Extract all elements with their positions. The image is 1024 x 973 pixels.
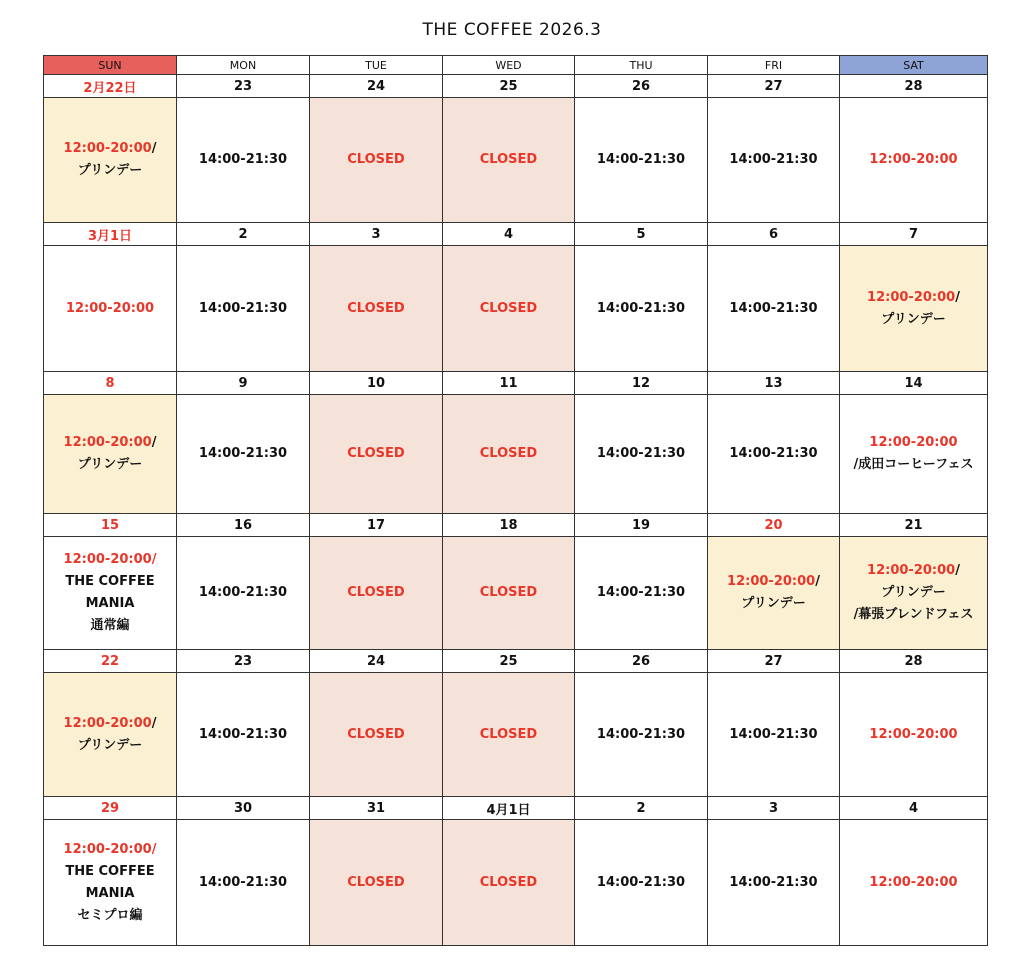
date-cell: 2: [177, 223, 310, 246]
date-cell: 10: [310, 372, 443, 395]
event-note: プリンデー: [77, 457, 143, 472]
closed-day-cell: [310, 820, 443, 946]
hours-line: [708, 571, 839, 593]
hours-line: [575, 149, 707, 171]
hours-text: 12:00-20:00: [869, 435, 958, 450]
weekday-header-row: [44, 56, 988, 75]
hours-text: 14:00-21:30: [596, 446, 686, 461]
hours-cell: [840, 673, 988, 797]
hours-cell: [177, 820, 310, 946]
hours-row: [44, 246, 988, 372]
date-cell: 4月1日: [443, 797, 575, 820]
date-row: [44, 75, 988, 98]
hours-cell: [708, 537, 840, 650]
hours-cell: [575, 673, 708, 797]
hours-line: [310, 724, 442, 746]
date-cell: 28: [840, 75, 988, 98]
hours-line: [840, 724, 987, 746]
date-cell: 3: [310, 223, 443, 246]
separator: /: [151, 715, 157, 731]
date-cell: 30: [177, 797, 310, 820]
closed-label: CLOSED: [479, 726, 538, 742]
hours-cell: [44, 246, 177, 372]
hours-text: 14:00-21:30: [198, 874, 288, 890]
hours-text: 14:00-21:30: [198, 585, 288, 600]
hours-cell: [575, 537, 708, 650]
closed-label: CLOSED: [347, 300, 405, 316]
calendar-title: THE COFFEE 2026.3: [422, 20, 602, 40]
hours-text: 14:00-21:30: [729, 152, 818, 167]
event-note: /成田コーヒーフェス: [853, 457, 974, 472]
date-cell: 27: [708, 650, 840, 673]
hours-row: [44, 820, 988, 946]
hours-cell: [177, 673, 310, 797]
hours-line: [44, 549, 176, 571]
date-cell: 4: [840, 797, 988, 820]
hours-line: [443, 724, 574, 746]
hours-line: [708, 872, 839, 894]
date-cell: 25: [443, 650, 575, 673]
separator: /: [955, 289, 960, 305]
date-cell: 9: [177, 372, 310, 395]
hours-text: 14:00-21:30: [729, 726, 818, 742]
hours-cell: [840, 98, 988, 223]
date-cell: 8: [44, 372, 177, 395]
date-cell: 3月1日: [44, 223, 177, 246]
separator: /: [815, 574, 820, 589]
hours-line: [44, 138, 176, 160]
hours-text: 12:00-20:00: [869, 874, 958, 890]
date-cell: 22: [44, 650, 177, 673]
closed-day-cell: [310, 98, 443, 223]
hours-text: 12:00-20:00: [63, 435, 152, 450]
hours-line: [310, 443, 442, 465]
hours-line: [44, 839, 176, 861]
date-cell: 12: [575, 372, 708, 395]
business-calendar: [43, 55, 988, 946]
event-note: プリンデー: [881, 311, 946, 327]
hours-line: [708, 298, 839, 320]
event-note: プリンデー: [77, 737, 143, 753]
date-row: [44, 514, 988, 537]
hours-line: [443, 443, 574, 465]
date-cell: 23: [177, 75, 310, 98]
hours-line: [840, 432, 987, 454]
date-cell: 24: [310, 650, 443, 673]
hours-line: [44, 298, 176, 320]
hours-text: 12:00-20:00: [63, 715, 152, 731]
date-cell: 28: [840, 650, 988, 673]
weekday-wed: WED: [443, 56, 575, 75]
weekday-mon: MON: [177, 56, 310, 75]
event-note: THE COFFEE: [65, 863, 155, 879]
date-cell: 27: [708, 75, 840, 98]
hours-text: 12:00-20:00: [867, 289, 956, 305]
closed-day-cell: [443, 246, 575, 372]
hours-cell: [177, 395, 310, 514]
hours-line: [310, 149, 442, 171]
event-note: MANIA: [85, 885, 135, 901]
hours-line: [177, 149, 309, 171]
hours-line: [708, 149, 839, 171]
hours-line: [575, 443, 707, 465]
hours-line: [443, 582, 574, 604]
closed-day-cell: [310, 395, 443, 514]
hours-cell: [44, 395, 177, 514]
hours-line: [310, 298, 442, 320]
event-note: プリンデー: [881, 585, 946, 600]
date-cell: 24: [310, 75, 443, 98]
hours-text: 14:00-21:30: [198, 152, 288, 167]
date-cell: 25: [443, 75, 575, 98]
closed-label: CLOSED: [479, 300, 538, 316]
hours-line: [310, 582, 442, 604]
hours-cell: [708, 246, 840, 372]
hours-cell: [840, 395, 988, 514]
date-row: [44, 650, 988, 673]
hours-text: 14:00-21:30: [198, 300, 288, 316]
hours-cell: [177, 537, 310, 650]
hours-text: 12:00-20:00: [65, 300, 155, 316]
date-cell: 6: [708, 223, 840, 246]
date-row: [44, 372, 988, 395]
hours-text: 14:00-21:30: [596, 585, 686, 600]
closed-label: CLOSED: [347, 152, 405, 167]
closed-label: CLOSED: [479, 152, 538, 167]
date-row: [44, 223, 988, 246]
hours-line: [708, 724, 839, 746]
hours-text: 12:00-20:00: [63, 141, 152, 156]
hours-line: [840, 149, 987, 171]
hours-line: [177, 724, 309, 746]
hours-line: [177, 582, 309, 604]
hours-text: 12:00-20:00: [727, 574, 816, 589]
closed-day-cell: [443, 98, 575, 223]
hours-text: 14:00-21:30: [198, 726, 288, 742]
date-cell: 14: [840, 372, 988, 395]
date-cell: 5: [575, 223, 708, 246]
hours-cell: [708, 395, 840, 514]
weekday-sat: SAT: [840, 56, 988, 75]
date-cell: 20: [708, 514, 840, 537]
date-cell: 26: [575, 650, 708, 673]
date-cell: 21: [840, 514, 988, 537]
closed-label: CLOSED: [347, 726, 405, 742]
hours-line: [840, 872, 987, 894]
date-cell: 7: [840, 223, 988, 246]
hours-line: [177, 443, 309, 465]
closed-label: CLOSED: [479, 446, 538, 461]
closed-label: CLOSED: [479, 585, 538, 600]
hours-line: [575, 872, 707, 894]
hours-line: [443, 298, 574, 320]
date-cell: 13: [708, 372, 840, 395]
hours-line: [708, 443, 839, 465]
date-cell: 18: [443, 514, 575, 537]
hours-line: [575, 298, 707, 320]
hours-line: [44, 713, 176, 735]
date-row: [44, 797, 988, 820]
event-note: /幕張ブレンドフェス: [853, 607, 974, 622]
hours-text: 12:00-20:00: [869, 152, 958, 167]
closed-label: CLOSED: [347, 874, 405, 890]
weekday-tue: TUE: [310, 56, 443, 75]
hours-cell: [708, 673, 840, 797]
hours-line: [44, 432, 176, 454]
hours-row: [44, 98, 988, 223]
hours-cell: [44, 98, 177, 223]
hours-cell: [708, 820, 840, 946]
date-cell: 23: [177, 650, 310, 673]
closed-day-cell: [443, 673, 575, 797]
hours-text: 14:00-21:30: [596, 726, 686, 742]
hours-cell: [44, 537, 177, 650]
closed-day-cell: [310, 673, 443, 797]
hours-cell: [575, 395, 708, 514]
hours-cell: [708, 98, 840, 223]
hours-text: 14:00-21:30: [729, 874, 818, 890]
hours-line: [575, 582, 707, 604]
closed-label: CLOSED: [479, 874, 538, 890]
hours-line: [310, 872, 442, 894]
date-cell: 19: [575, 514, 708, 537]
hours-cell: [177, 98, 310, 223]
hours-line: [840, 560, 987, 582]
date-cell: 17: [310, 514, 443, 537]
hours-text: 14:00-21:30: [729, 446, 818, 461]
hours-row: [44, 395, 988, 514]
hours-cell: [575, 98, 708, 223]
hours-text: 14:00-21:30: [729, 300, 818, 316]
event-note: THE COFFEE: [65, 574, 155, 589]
event-note: MANIA: [85, 596, 135, 611]
hours-text: 14:00-21:30: [596, 874, 686, 890]
hours-line: [177, 298, 309, 320]
hours-cell: [840, 246, 988, 372]
event-note: セミプロ編: [77, 907, 143, 923]
event-note: プリンデー: [741, 596, 806, 611]
closed-day-cell: [443, 395, 575, 514]
closed-day-cell: [443, 820, 575, 946]
date-cell: 2月22日: [44, 75, 177, 98]
date-cell: 15: [44, 514, 177, 537]
event-note: 通常編: [90, 618, 130, 633]
hours-cell: [840, 537, 988, 650]
date-cell: 26: [575, 75, 708, 98]
date-cell: 2: [575, 797, 708, 820]
hours-text: 12:00-20:00/: [63, 552, 157, 567]
closed-day-cell: [310, 537, 443, 650]
hours-line: [443, 872, 574, 894]
hours-line: [177, 872, 309, 894]
hours-text: 12:00-20:00/: [63, 841, 157, 857]
hours-line: [443, 149, 574, 171]
date-cell: 3: [708, 797, 840, 820]
hours-cell: [44, 820, 177, 946]
weekday-fri: FRI: [708, 56, 840, 75]
hours-text: 14:00-21:30: [596, 300, 686, 316]
closed-day-cell: [443, 537, 575, 650]
weekday-sun: SUN: [44, 56, 177, 75]
hours-text: 14:00-21:30: [596, 152, 686, 167]
hours-cell: [575, 246, 708, 372]
hours-row: [44, 673, 988, 797]
event-note: プリンデー: [77, 163, 143, 178]
date-cell: 29: [44, 797, 177, 820]
separator: /: [955, 563, 960, 578]
hours-text: 12:00-20:00: [867, 563, 956, 578]
hours-cell: [840, 820, 988, 946]
hours-text: 12:00-20:00: [869, 726, 958, 742]
closed-label: CLOSED: [347, 446, 405, 461]
weekday-thu: THU: [575, 56, 708, 75]
date-cell: 11: [443, 372, 575, 395]
hours-cell: [575, 820, 708, 946]
date-cell: 16: [177, 514, 310, 537]
hours-line: [840, 287, 987, 309]
hours-cell: [177, 246, 310, 372]
hours-line: [575, 724, 707, 746]
date-cell: 31: [310, 797, 443, 820]
hours-row: [44, 537, 988, 650]
closed-label: CLOSED: [347, 585, 405, 600]
separator: /: [151, 435, 157, 450]
hours-text: 14:00-21:30: [198, 446, 288, 461]
hours-cell: [44, 673, 177, 797]
closed-day-cell: [310, 246, 443, 372]
separator: /: [151, 141, 157, 156]
date-cell: 4: [443, 223, 575, 246]
